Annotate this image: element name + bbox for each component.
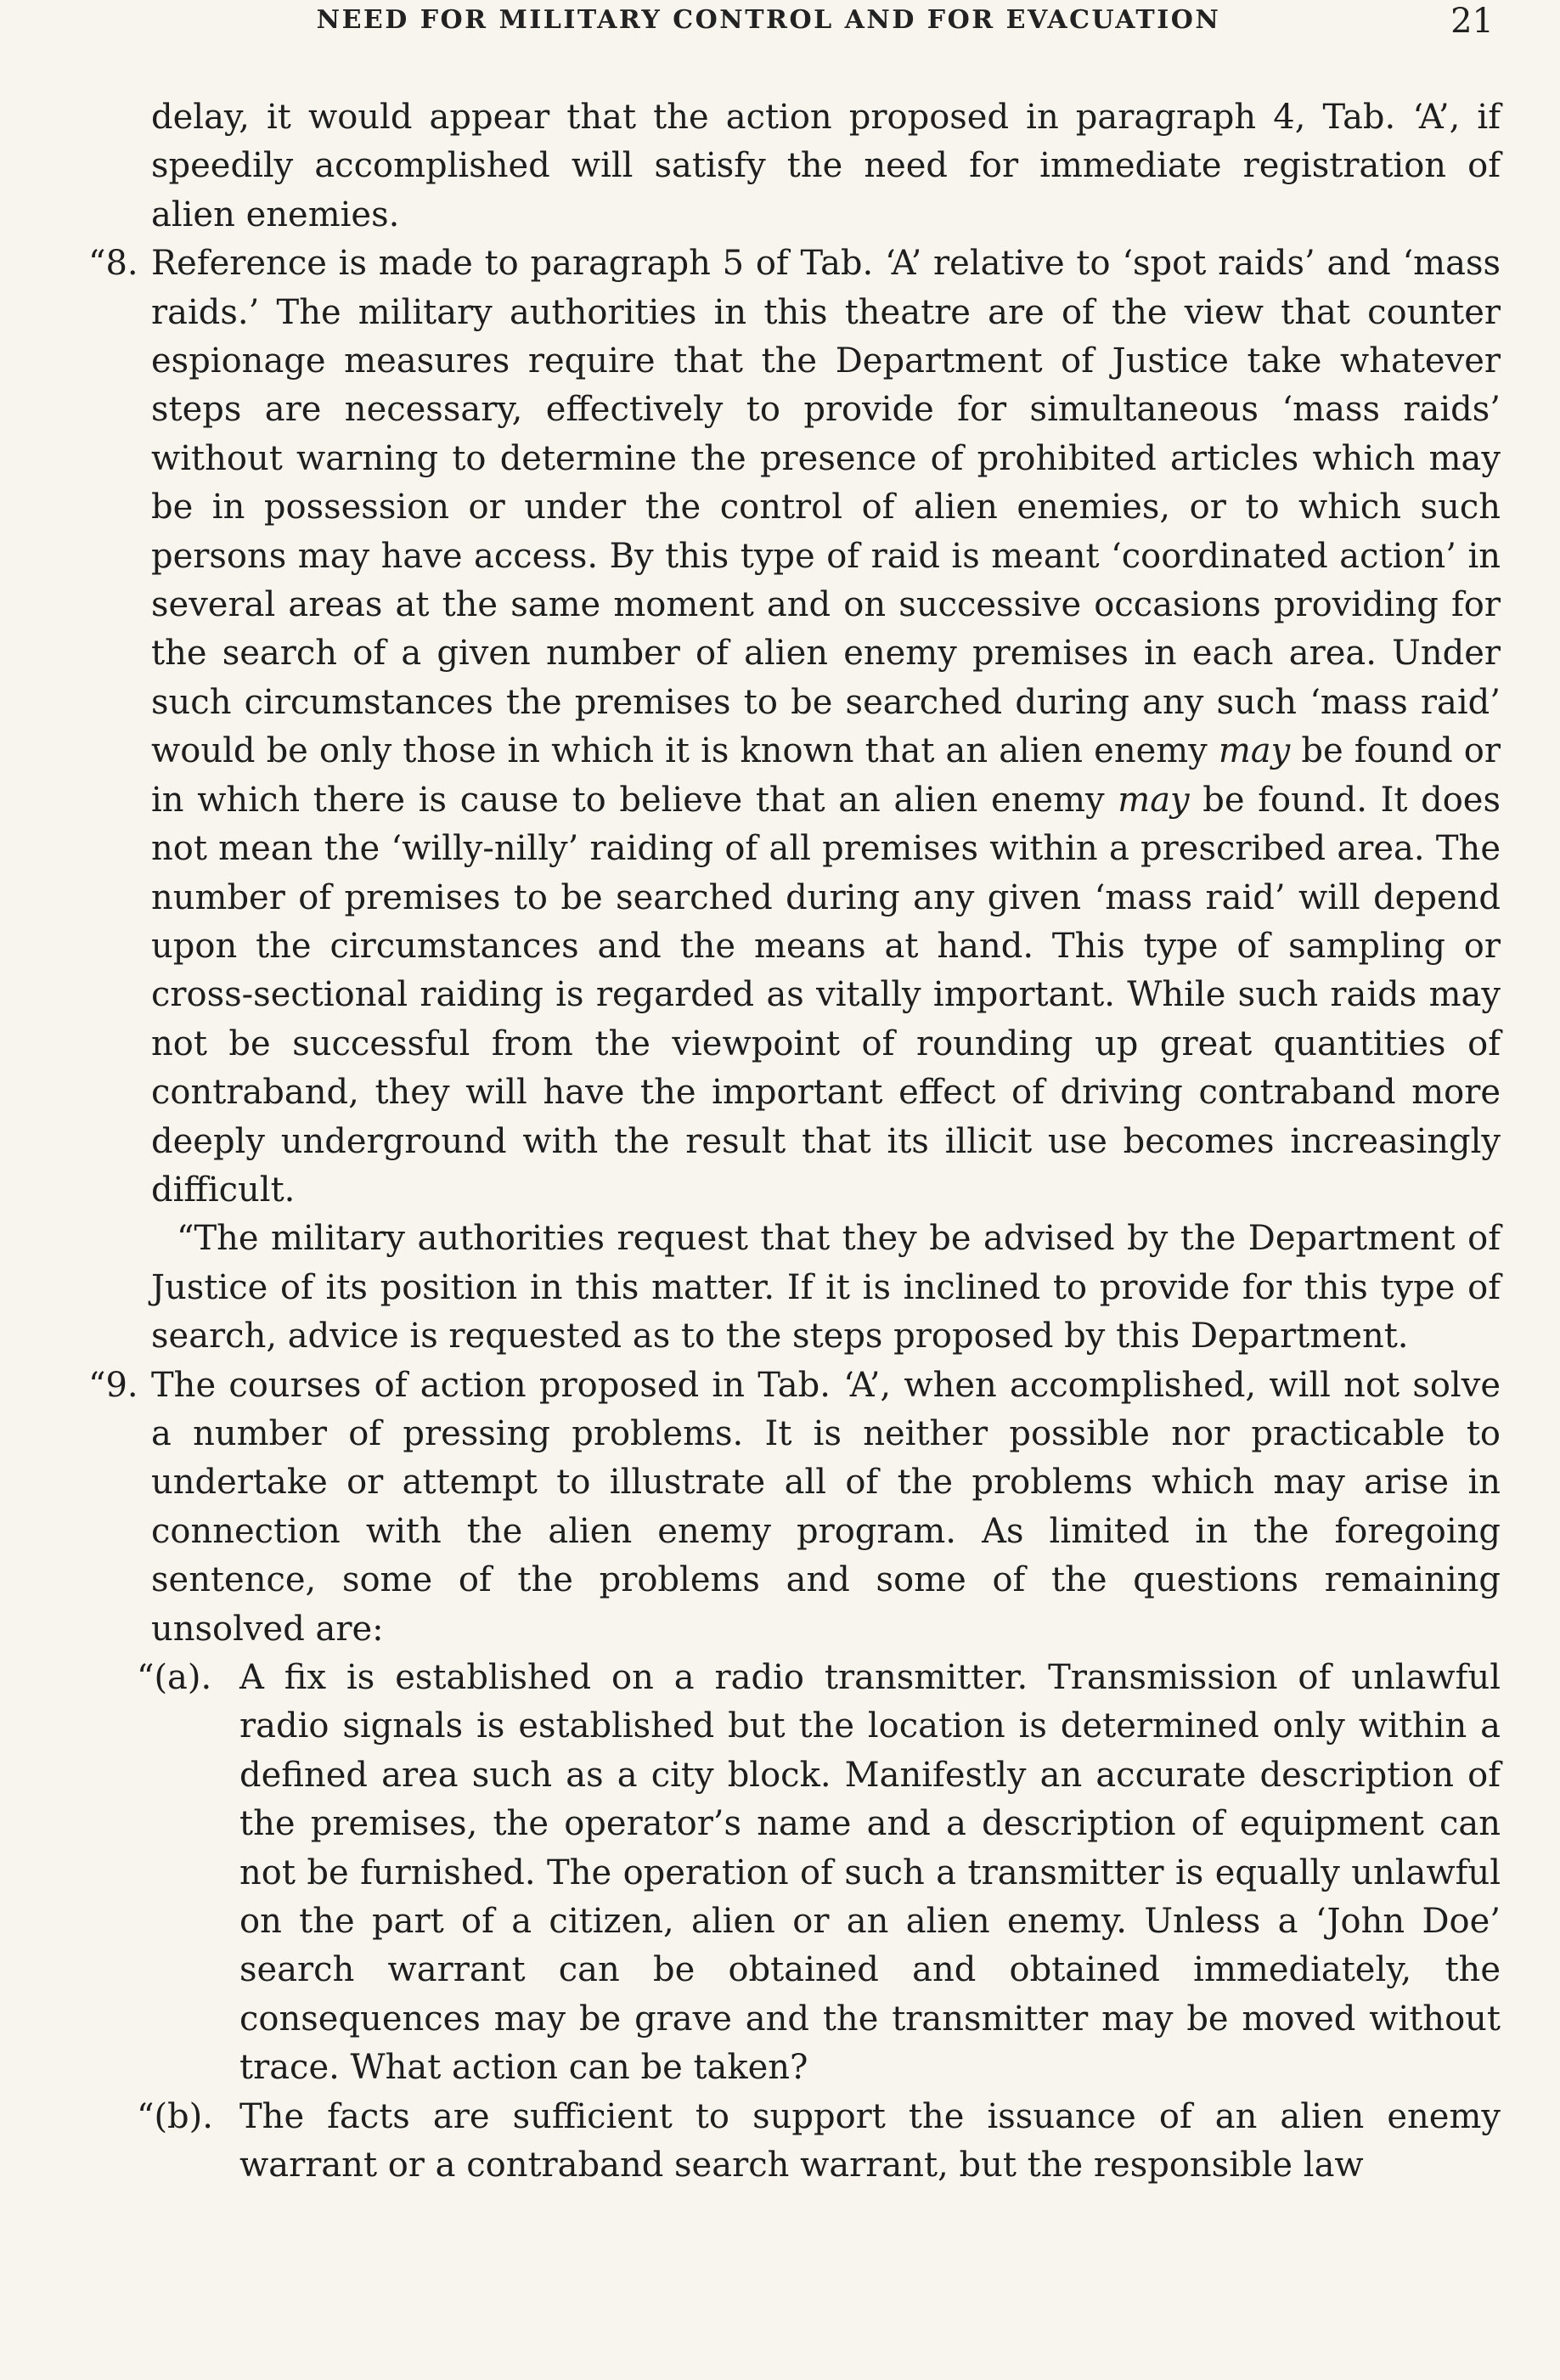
- paragraph-8-number: “8.: [88, 244, 138, 284]
- running-header: [130, 0, 1501, 53]
- subparagraph-a: [137, 1654, 1501, 2093]
- subparagraph-b-text: The facts are sufficient to support the issuance of an alien enemy warrant or a contraband search warrant, but the responsible law: [239, 2096, 1501, 2185]
- paragraph-9-number: “9.: [88, 1365, 138, 1405]
- paragraph-9-text: The courses of action proposed in Tab. ‘A’, when accomplished, will not solve a number of pressing problems. It is neither possible nor practicable to undertake or attempt to illustrate all of the problems which may arise in connection with the alien enemy program. As limited in the foregoing sentence, some of the problems and some of the questions remaining unsolved are:: [151, 1365, 1501, 1649]
- subparagraph-b: [137, 2093, 1501, 2191]
- running-title: NEED FOR MILITARY CONTROL AND FOR EVACUATION: [316, 5, 1221, 35]
- paragraph-8: [88, 240, 1501, 1215]
- paragraph-7-continuation: delay, it would appear that the action proposed in paragraph 4, Tab. ‘A’, if speedily accomplished will satisfy the need for immediate registration of alien enemies.: [151, 98, 1501, 234]
- paragraph-8-request: “The military authorities request that they be advised by the Department of Justice of its position in this matter. If it is inclined to provide for this type of search, advice is requested as to the steps proposed by this Department.: [151, 1219, 1501, 1356]
- paragraph-8-emphasis-may-2: may: [1118, 780, 1190, 820]
- subparagraph-a-text: A fix is established on a radio transmitter. Transmission of unlawful radio signals is established but the location is determined only within a defined area such as a city block. Manifestly an accurate description of the premises, the operator’s name and a description of equipment can not be furnished. The operation of such a transmitter is equally unlawful on the part of a citizen, alien or an alien enemy. Unless a ‘John Doe’ search warrant can be obtained and obtained immediately, the consequences may be grave and the transmitter may be moved without trace. What action can be taken?: [239, 1658, 1501, 2088]
- paragraph-8-text-b: be found or in which there is cause to believe that an alien enemy: [151, 731, 1501, 820]
- subparagraph-b-label: “(b).: [137, 2096, 213, 2136]
- paragraph-8-text-a: Reference is made to paragraph 5 of Tab. ‘A’ relative to ‘spot raids’ and ‘mass raids.’ The military authorities in this theatre are of the view that counter espionage measures require that the Department of Justice take whatever steps are necessary, effectively to provide for simultaneous ‘mass raids’ without warning to determine the presence of prohibited articles which may be in possession or under the control of alien enemies, or to which such persons may have access. By this type of raid is meant ‘coordinated action’ in several areas at the same moment and on successive occasions providing for the search of a given number of alien enemy premises in each area. Under such circumstances the premises to be searched during any such ‘mass raid’ would be only those in which it is known that an alien enemy: [151, 244, 1501, 771]
- paragraph-8-emphasis-may-1: may: [1218, 731, 1291, 771]
- paragraph-8-text-c: be found. It does not mean the ‘willy-nilly’ raiding of all premises within a prescribed area. The number of premises to be searched during any given ‘mass raid’ will depend upon the circumstances and the means at hand. This type of sampling or cross-sectional raiding is regarded as vitally important. While such raids may not be successful from the viewpoint of rounding up great quantities of contraband, they will have the important effect of driving contraband more deeply underground with the result that its illicit use becomes increasingly difficult.: [151, 780, 1501, 1210]
- document-body: [88, 93, 1501, 2190]
- page-number: 21: [1450, 2, 1494, 41]
- paragraph-9: [88, 1362, 1501, 1654]
- subparagraph-a-label: “(a).: [137, 1658, 212, 1697]
